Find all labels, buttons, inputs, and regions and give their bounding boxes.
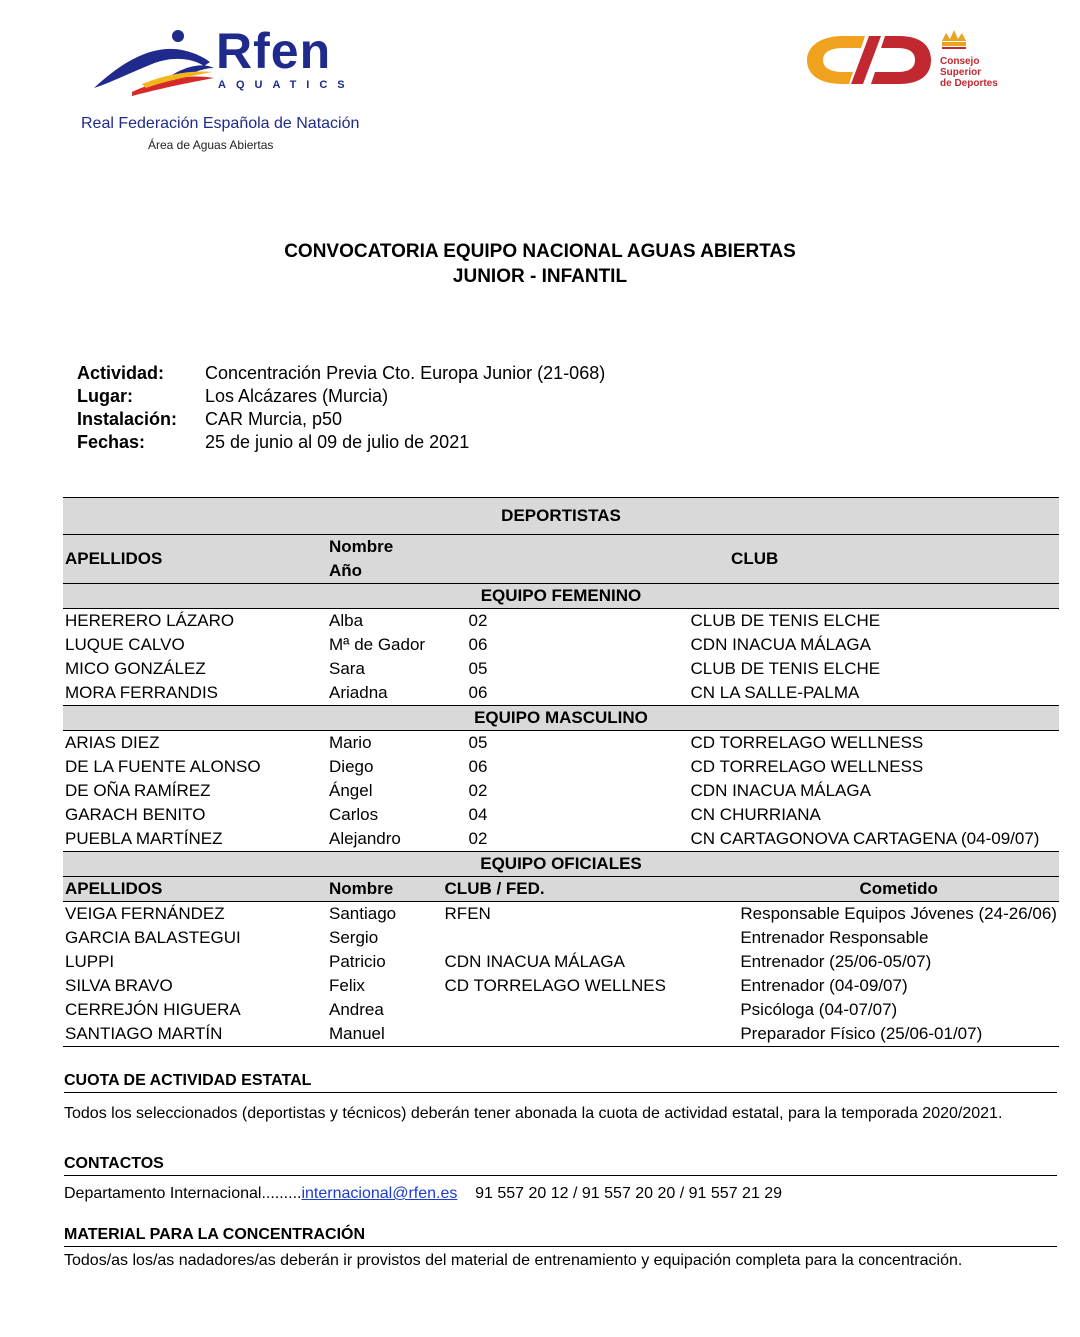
club-cell: CN LA SALLE-PALMA <box>690 683 860 702</box>
page-title: CONVOCATORIA EQUIPO NACIONAL AGUAS ABIERTAS <box>284 241 796 262</box>
name-cell: Sergio <box>329 928 379 947</box>
col-nombre-ano <box>327 535 508 584</box>
year-cell: 05 <box>468 733 488 752</box>
name-cell: Mª de Gador <box>329 635 426 654</box>
spacer-cell <box>508 633 688 657</box>
col-club: CLUB <box>731 549 779 568</box>
spacer-cell <box>508 681 688 706</box>
surname-cell: CERREJÓN HIGUERA <box>65 1000 241 1019</box>
official-row <box>63 902 1059 927</box>
surname-cell: DE OÑA RAMÍREZ <box>65 781 211 800</box>
name-cell: Carlos <box>329 805 379 824</box>
crown-icon <box>940 28 968 50</box>
info-row <box>77 409 605 432</box>
official-row <box>63 998 1059 1022</box>
role-cell: Entrenador (25/06-05/07) <box>740 952 932 971</box>
official-row <box>63 974 1059 998</box>
club-cell: CN CARTAGONOVA CARTAGENA (04-09/07) <box>690 829 1040 848</box>
csd-line: de Deportes <box>940 78 998 89</box>
cuota-text: Todos los seleccionados (deportistas y técnicos) deberán tener abonada la cuota de actividad estatal, para la temporada 2020/2021. <box>64 1105 1003 1122</box>
surname-cell: HERERERO LÁZARO <box>65 611 235 630</box>
official-row <box>63 950 1059 974</box>
of-col-nombre: Nombre <box>329 879 394 898</box>
contact-phones: 91 557 20 12 / 91 557 20 20 / 91 557 21 29 <box>475 1185 783 1202</box>
official-row <box>63 1022 1059 1047</box>
col-nombre: Nombre <box>329 537 394 556</box>
club-cell: CLUB DE TENIS ELCHE <box>690 659 881 678</box>
surname-cell: MICO GONZÁLEZ <box>65 659 206 678</box>
surname-cell: LUPPI <box>65 952 115 971</box>
club-cell: CD TORRELAGO WELLNESS <box>690 757 924 776</box>
name-cell: Alba <box>329 611 364 630</box>
surname-cell: MORA FERRANDIS <box>65 683 219 702</box>
csd-logo <box>803 30 935 90</box>
club-cell: CDN INACUA MÁLAGA <box>690 635 871 654</box>
info-row <box>77 432 605 455</box>
section-header <box>63 852 1059 877</box>
athlete-row <box>63 779 1059 803</box>
spacer-cell <box>508 609 688 634</box>
surname-cell: ARIAS DIEZ <box>65 733 160 752</box>
section-deportistas: DEPORTISTAS <box>63 498 1059 535</box>
name-cell: Andrea <box>329 1000 384 1019</box>
club-cell: RFEN <box>444 904 491 923</box>
info-label: Lugar: <box>77 386 133 406</box>
club-cell <box>443 926 739 950</box>
role-cell: Responsable Equipos Jóvenes (24-26/06) <box>740 904 1057 923</box>
name-cell: Mario <box>329 733 372 752</box>
info-row <box>77 363 605 386</box>
material-text: Todos/as los/as nadadores/as deberán ir provistos del material de entrenamiento y equipación completa para la concentración. <box>64 1252 963 1269</box>
info-value: Los Alcázares (Murcia) <box>205 386 389 406</box>
athlete-row <box>63 657 1059 681</box>
cuota-heading: CUOTA DE ACTIVIDAD ESTATAL <box>64 1072 1057 1093</box>
section-header <box>63 584 1059 609</box>
name-cell: Ariadna <box>329 683 388 702</box>
name-cell: Diego <box>329 757 374 776</box>
surname-cell: SANTIAGO MARTÍN <box>65 1024 223 1043</box>
club-cell: CLUB DE TENIS ELCHE <box>690 611 881 630</box>
page-subtitle: JUNIOR - INFANTIL <box>452 266 628 287</box>
spacer-cell <box>508 779 688 803</box>
athlete-row <box>63 609 1059 634</box>
activity-info <box>77 363 605 455</box>
role-cell: Psicóloga (04-07/07) <box>740 1000 898 1019</box>
section-femenino: EQUIPO FEMENINO <box>480 586 642 605</box>
surname-cell: GARACH BENITO <box>65 805 206 824</box>
name-cell: Patricio <box>329 952 386 971</box>
rfen-aquatics: AQUATICS <box>218 79 355 91</box>
name-cell: Manuel <box>329 1024 385 1043</box>
officials-header-row <box>63 877 1059 902</box>
role-cell: Entrenador Responsable <box>740 928 929 947</box>
name-cell: Alejandro <box>329 829 401 848</box>
spacer-cell <box>508 657 688 681</box>
club-cell: CDN INACUA MÁLAGA <box>690 781 871 800</box>
athlete-row <box>63 731 1059 756</box>
csd-line: Superior <box>940 67 982 78</box>
surname-cell: VEIGA FERNÁNDEZ <box>65 904 225 923</box>
surname-cell: DE LA FUENTE ALONSO <box>65 757 261 776</box>
club-cell: CD TORRELAGO WELLNES <box>444 976 666 995</box>
year-cell: 05 <box>468 659 488 678</box>
section-oficiales: EQUIPO OFICIALES <box>480 854 642 873</box>
name-cell: Santiago <box>329 904 397 923</box>
surname-cell: SILVA BRAVO <box>65 976 173 995</box>
section-header <box>63 706 1059 731</box>
contact-email-link[interactable]: internacional@rfen.es <box>301 1185 458 1202</box>
section-masculino: EQUIPO MASCULINO <box>474 708 648 727</box>
year-cell: 02 <box>468 611 488 630</box>
info-label: Instalación: <box>77 409 178 429</box>
year-cell: 06 <box>468 683 488 702</box>
col-ano: Año <box>329 561 363 580</box>
contactos-heading: CONTACTOS <box>64 1155 1057 1176</box>
org-area: Área de Aguas Abiertas <box>148 138 274 152</box>
role-cell: Preparador Físico (25/06-01/07) <box>740 1024 983 1043</box>
club-cell <box>443 1022 739 1047</box>
club-cell: CDN INACUA MÁLAGA <box>444 952 625 971</box>
info-row <box>77 386 605 409</box>
name-cell: Felix <box>329 976 365 995</box>
year-cell: 06 <box>468 757 488 776</box>
info-value: 25 de junio al 09 de julio de 2021 <box>205 432 470 452</box>
of-col-apellidos: APELLIDOS <box>65 879 163 898</box>
year-cell: 02 <box>468 829 488 848</box>
info-value: Concentración Previa Cto. Europa Junior (21-068) <box>205 363 606 383</box>
name-cell: Sara <box>329 659 365 678</box>
athlete-row <box>63 633 1059 657</box>
section-header <box>63 498 1059 535</box>
material-heading: MATERIAL PARA LA CONCENTRACIÓN <box>64 1226 1057 1247</box>
of-col-cometido: Cometido <box>859 879 938 898</box>
of-col-club: CLUB / FED. <box>444 879 545 898</box>
athlete-row <box>63 755 1059 779</box>
athlete-row <box>63 827 1059 852</box>
rfen-wordmark: Rfen <box>216 23 332 79</box>
col-apellidos: APELLIDOS <box>65 549 163 568</box>
spacer-cell <box>508 755 688 779</box>
csd-line: Consejo <box>940 56 980 67</box>
org-name: Real Federación Española de Natación <box>81 115 360 132</box>
contactos-line <box>64 1183 1057 1204</box>
club-cell: CN CHURRIANA <box>690 805 821 824</box>
info-value: CAR Murcia, p50 <box>205 409 343 429</box>
year-cell: 02 <box>468 781 488 800</box>
year-cell: 04 <box>468 805 488 824</box>
info-label: Actividad: <box>77 363 165 383</box>
spacer-cell <box>508 731 688 756</box>
name-cell: Ángel <box>329 781 373 800</box>
surname-cell: LUQUE CALVO <box>65 635 185 654</box>
info-label: Fechas: <box>77 432 146 452</box>
surname-cell: GARCIA BALASTEGUI <box>65 928 241 947</box>
athlete-row <box>63 681 1059 706</box>
athlete-row <box>63 803 1059 827</box>
roster-table <box>63 497 1059 1047</box>
column-header-row <box>63 535 1059 584</box>
official-row <box>63 926 1059 950</box>
club-cell <box>443 998 739 1022</box>
surname-cell: PUEBLA MARTÍNEZ <box>65 829 223 848</box>
club-cell: CD TORRELAGO WELLNESS <box>690 733 924 752</box>
role-cell: Entrenador (04-09/07) <box>740 976 908 995</box>
spacer-cell <box>508 827 688 852</box>
year-cell: 06 <box>468 635 488 654</box>
spacer-cell <box>508 803 688 827</box>
contact-dept: Departamento Internacional......... <box>64 1185 302 1202</box>
csd-text <box>940 56 998 89</box>
